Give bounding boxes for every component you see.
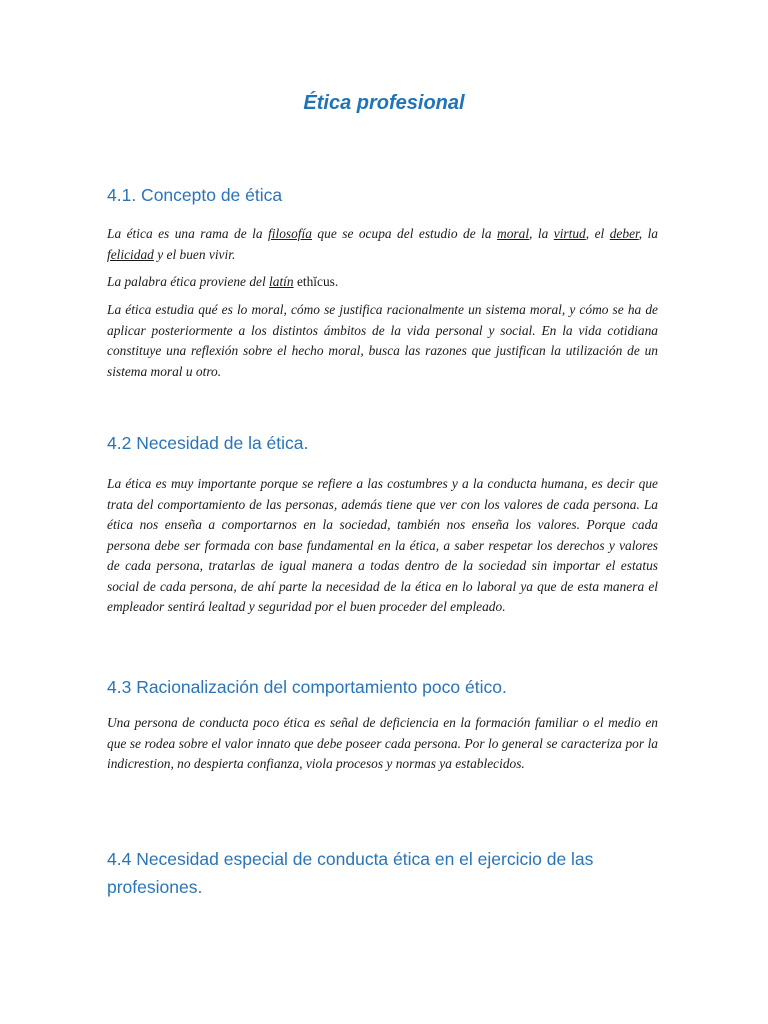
text-run: La ética es una rama de la: [107, 226, 269, 241]
text-run: , el: [585, 226, 610, 241]
document-title: Ética profesional: [303, 92, 465, 114]
link-filosofia[interactable]: filosofía: [268, 226, 312, 241]
link-moral[interactable]: moral: [497, 226, 530, 241]
section-heading-concepto: 4.1. Concepto de ética: [107, 185, 283, 205]
text-run: que se ocupa del estudio de la: [311, 226, 498, 241]
paragraph-necesidad: La ética es muy importante porque se refiere a las costumbres y a la conducta humana, es decir que trata del comportamiento de las personas, además tiene que ver con los valores de cada persona. La ética nos enseña a comportarnos en la sociedad, también nos enseña los valores. Porque cada persona debe ser formada con base fundamental en la ética, a saber respetar los derechos y valores de cada persona, tratarlas de igual manera a todas dentro de la sociedad sin importar el estatus social de cada persona, de ahí parte la necesidad de la ética en lo laboral ya que de esta manera el empleador sentirá lealtad y seguridad por el buen proceder del empleado.: [107, 476, 658, 614]
text-run: , la: [529, 226, 554, 241]
text-run: y el buen vivir.: [153, 246, 236, 262]
link-deber[interactable]: deber: [609, 226, 639, 241]
text-run: , la: [638, 226, 658, 241]
paragraph-definicion: [107, 224, 658, 265]
link-virtud[interactable]: virtud: [553, 226, 586, 241]
paragraph-racionalizacion: Una persona de conducta poco ética es señal de deficiencia en la formación familiar o el medio en que se rodea sobre el valor innato que debe poseer cada persona. Por lo general se caracteriza por la indicrestion, no despierta confianza, viola procesos y normas ya establecidos.: [107, 715, 658, 771]
section-heading-necesidad: 4.2 Necesidad de la ética.: [107, 433, 309, 453]
link-latin[interactable]: latín: [269, 274, 294, 289]
paragraph-estudio: La ética estudia qué es lo moral, cómo se justifica racionalmente un sistema moral, y cómo se ha de aplicar posteriormente a los distintos ámbitos de la vida personal y social. En la vida cotidiana constituye una reflexión sobre el hecho moral, busca las razones que justifican la utilización de un sistema moral u otro.: [107, 302, 658, 379]
section-heading-racionalizacion: 4.3 Racionalización del comportamiento poco ético.: [107, 677, 507, 697]
section-heading-profesiones: 4.4 Necesidad especial de conducta ética en el ejercicio de las profesiones.: [107, 849, 594, 897]
text-ethicus: ethĭcus.: [296, 274, 339, 289]
link-felicidad[interactable]: felicidad: [107, 246, 154, 262]
paragraph-etimologia: [107, 272, 658, 293]
text-run: La palabra ética proviene del: [107, 274, 270, 289]
